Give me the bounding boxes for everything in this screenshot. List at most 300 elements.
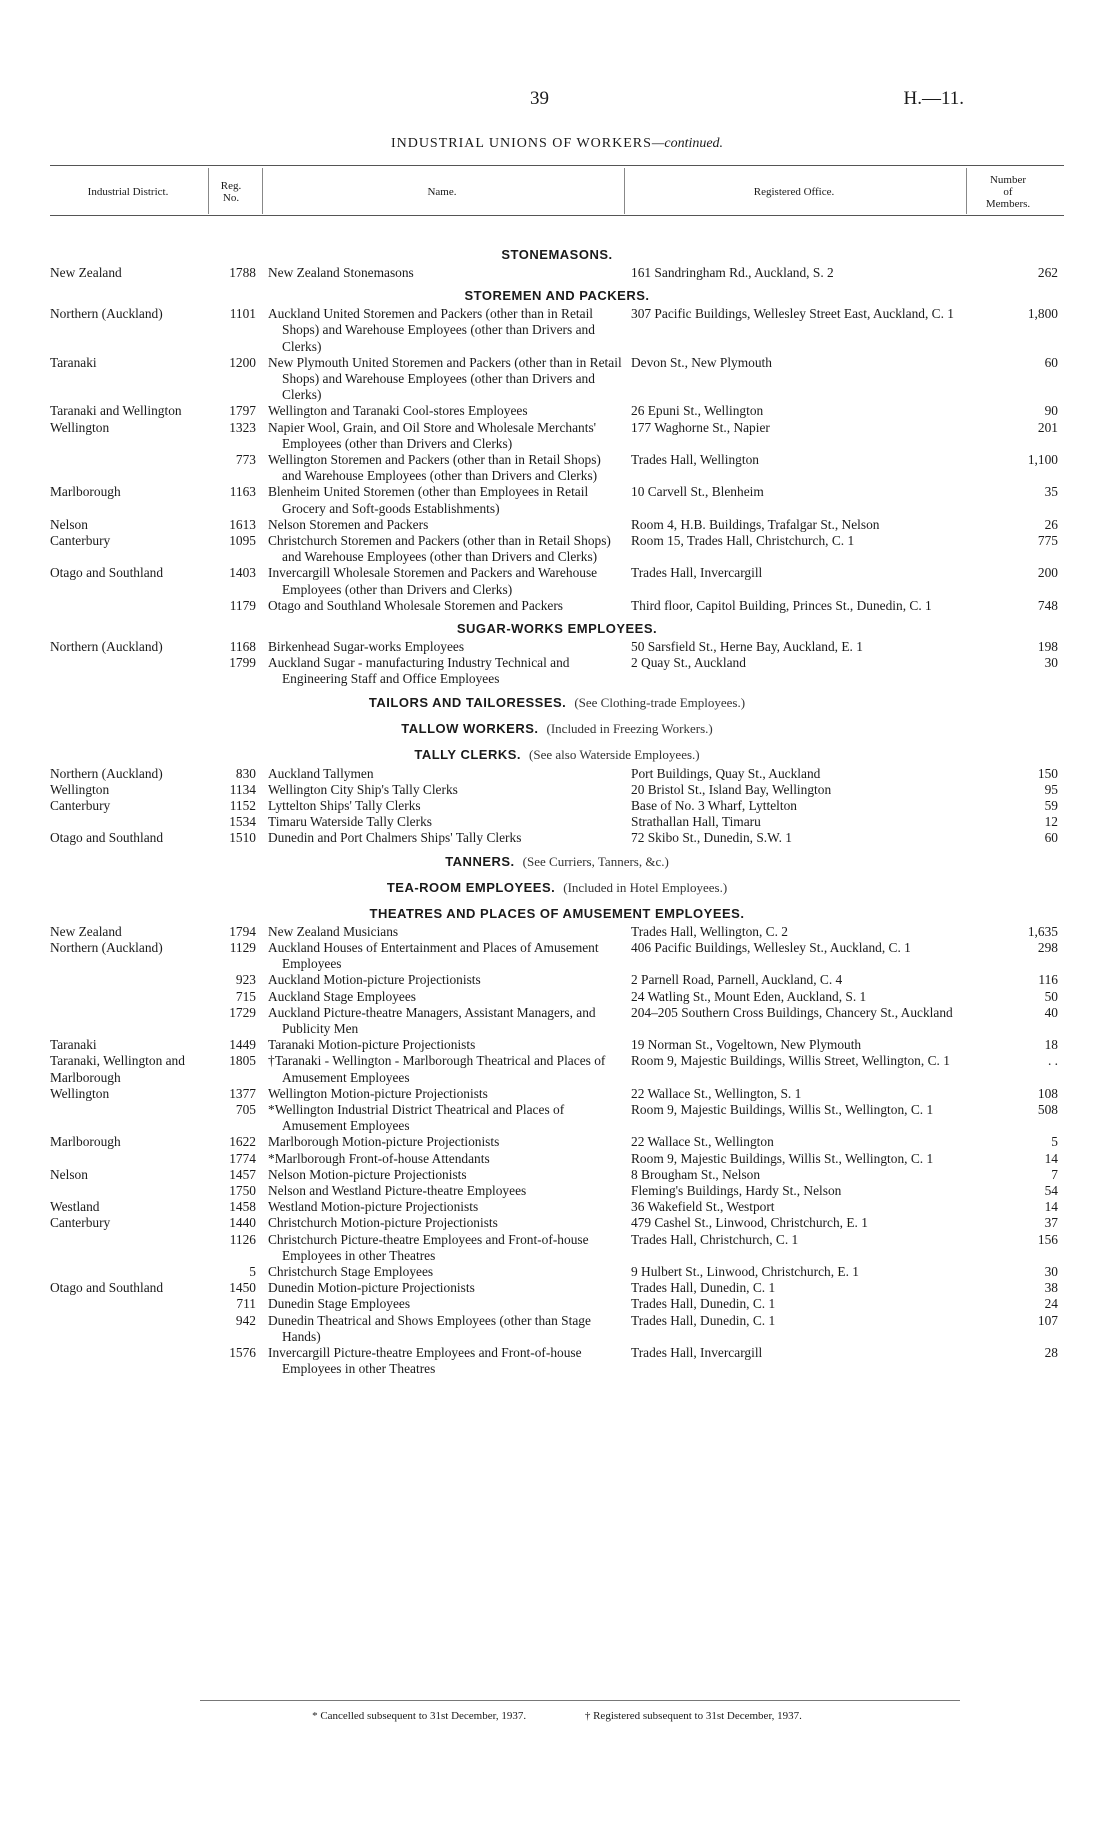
page-title-text: INDUSTRIAL UNIONS OF WORKERS	[390, 136, 652, 151]
members-cell	[967, 452, 1058, 484]
reg-number-cell-text: 715	[235, 988, 256, 1004]
union-name-cell-text: Auckland Picture-theatre Managers, Assistant Managers, and Publicity Men	[268, 1004, 596, 1036]
registered-office-cell-text: Devon St., New Plymouth	[631, 354, 772, 370]
union-name-cell	[268, 1151, 631, 1167]
table-row	[50, 1086, 1064, 1102]
members-cell	[967, 1264, 1058, 1280]
table-row	[50, 420, 1064, 452]
district-cell	[50, 798, 206, 814]
members-cell	[967, 1345, 1058, 1377]
reg-number-cell-text: 1168	[229, 639, 256, 655]
registered-office-cell	[631, 403, 967, 419]
table-row	[50, 1264, 1064, 1280]
table-row	[50, 1102, 1064, 1134]
members-cell	[967, 403, 1058, 419]
district-cell-text: Wellington	[50, 419, 110, 435]
union-name-cell	[268, 814, 631, 830]
union-name-cell-text: Taranaki Motion-picture Projectionists	[268, 1037, 476, 1053]
district-cell-text: Northern (Auckland)	[50, 939, 163, 955]
district-cell-text: Otago and Southland	[50, 1280, 164, 1296]
reg-number-cell-text: 1440	[229, 1215, 256, 1231]
reg-number-cell-text: 1797	[229, 403, 256, 419]
registered-office-cell-text: 20 Bristol St., Island Bay, Wellington	[631, 781, 832, 797]
registered-office-cell-text: Trades Hall, Invercargill	[631, 1344, 763, 1360]
reg-number-cell	[206, 798, 268, 814]
page-header	[0, 88, 1114, 112]
district-cell-text: Nelson	[50, 1166, 88, 1182]
reg-number-cell	[206, 1037, 268, 1053]
section-title: STOREMEN AND PACKERS.	[464, 288, 650, 304]
table-row	[50, 1345, 1064, 1377]
district-cell-text: Canterbury	[50, 533, 111, 549]
union-name-cell	[268, 1264, 631, 1280]
registered-office-cell	[631, 798, 967, 814]
page-title	[0, 136, 1114, 152]
members-cell-text: 37	[1044, 1215, 1058, 1231]
table-row	[50, 484, 1064, 516]
reg-number-cell-text: 1450	[229, 1280, 256, 1296]
district-cell	[50, 814, 206, 830]
section-title: TALLOW WORKERS.	[401, 720, 539, 736]
district-cell	[50, 830, 206, 846]
table-row	[50, 830, 1064, 846]
registered-office-cell-text: 406 Pacific Buildings, Wellesley St., Auckland, C. 1	[631, 939, 911, 955]
registered-office-cell	[631, 1183, 967, 1199]
union-name-cell	[268, 1280, 631, 1296]
members-cell-text: 107	[1037, 1312, 1058, 1328]
reg-number-cell-text: 1377	[229, 1085, 256, 1101]
union-name-cell-text: Christchurch Picture-theatre Employees and Front-of-house Employees in other Theatres	[268, 1231, 589, 1263]
members-cell	[967, 598, 1058, 614]
union-name-cell	[268, 1313, 631, 1345]
footnote-rule	[200, 1700, 960, 1701]
members-cell	[967, 1232, 1058, 1264]
section-heading	[50, 688, 1064, 714]
district-cell-text: Canterbury	[50, 798, 111, 814]
members-cell-text: 60	[1044, 830, 1058, 846]
registered-office-cell	[631, 517, 967, 533]
registered-office-cell	[631, 1037, 967, 1053]
registered-office-cell-text: Room 15, Trades Hall, Christchurch, C. 1	[631, 533, 855, 549]
reg-number-cell	[206, 972, 268, 988]
reg-number-cell	[206, 1232, 268, 1264]
members-cell-text: 26	[1044, 516, 1058, 532]
union-name-cell	[268, 484, 631, 516]
registered-office-cell	[631, 1215, 967, 1231]
registered-office-cell-text: 307 Pacific Buildings, Wellesley Street East, Auckland, C. 1	[631, 306, 954, 322]
column-separator	[966, 168, 967, 214]
district-cell	[50, 1296, 206, 1312]
reg-number-cell-text: 1794	[229, 923, 256, 939]
registered-office-cell	[631, 1313, 967, 1345]
section-title: TAILORS AND TAILORESSES.	[368, 694, 567, 710]
district-cell	[50, 1037, 206, 1053]
reg-number-cell	[206, 766, 268, 782]
reg-number-cell	[206, 533, 268, 565]
section-heading	[50, 281, 1064, 306]
district-cell	[50, 265, 206, 281]
members-cell	[967, 639, 1058, 655]
registered-office-cell-text: Fleming's Buildings, Hardy St., Nelson	[631, 1182, 842, 1198]
union-name-cell	[268, 306, 631, 355]
union-name-cell-text: New Plymouth United Storemen and Packers (other than in Retail Shops) and Warehouse Employees (other than Drivers and Clerks)	[268, 354, 622, 403]
section-heading	[50, 899, 1064, 924]
reg-number-cell	[206, 1167, 268, 1183]
registered-office-cell-text: 479 Cashel St., Linwood, Christchurch, E. 1	[631, 1215, 868, 1231]
column-separator	[208, 168, 209, 214]
members-cell-text: 748	[1037, 597, 1058, 613]
registered-office-cell-text: Trades Hall, Dunedin, C. 1	[631, 1312, 776, 1328]
members-cell	[967, 655, 1058, 687]
reg-number-cell	[206, 1313, 268, 1345]
union-name-cell	[268, 924, 631, 940]
reg-number-cell	[206, 452, 268, 484]
registered-office-cell	[631, 814, 967, 830]
reg-number-cell-text: 1458	[229, 1199, 256, 1215]
column-separator	[624, 168, 625, 214]
reg-number-cell	[206, 598, 268, 614]
union-name-cell	[268, 798, 631, 814]
union-name-cell	[268, 1086, 631, 1102]
reg-number-cell-text: 711	[236, 1296, 256, 1312]
registered-office-cell-text: 22 Wallace St., Wellington	[631, 1134, 774, 1150]
members-cell-text: 7	[1051, 1166, 1058, 1182]
members-cell	[967, 798, 1058, 814]
district-cell	[50, 1053, 206, 1085]
members-cell	[967, 1313, 1058, 1345]
reg-number-cell-text: 1799	[229, 655, 256, 671]
table-row	[50, 924, 1064, 940]
reg-number-cell-text: 705	[235, 1101, 256, 1117]
union-name-cell	[268, 1167, 631, 1183]
footnote-cancelled: * Cancelled subsequent to 31st December, 1937.	[312, 1710, 527, 1722]
reg-number-cell	[206, 403, 268, 419]
members-cell	[967, 265, 1058, 281]
registered-office-cell	[631, 639, 967, 655]
members-cell-text: 1,635	[1027, 923, 1058, 939]
district-cell-text: Northern (Auckland)	[50, 306, 163, 322]
members-cell	[967, 1167, 1058, 1183]
district-cell-text: Marlborough	[50, 484, 121, 500]
union-name-cell-text: Wellington Motion-picture Projectionists	[268, 1085, 488, 1101]
union-name-cell-text: New Zealand Stonemasons	[268, 265, 414, 280]
union-name-cell-text: Nelson and Westland Picture-theatre Employees	[268, 1182, 527, 1198]
reg-number-cell-text: 1129	[229, 939, 256, 955]
members-cell-text: 201	[1037, 419, 1058, 435]
registered-office-cell-text: Trades Hall, Invercargill	[631, 565, 763, 581]
reg-number-cell-text: 1163	[229, 484, 256, 500]
unions-table	[50, 240, 1064, 1377]
registered-office-cell-text: 204–205 Southern Cross Buildings, Chancery St., Auckland	[631, 1004, 953, 1020]
members-cell-text: 14	[1044, 1199, 1058, 1215]
reg-number-cell	[206, 1102, 268, 1134]
district-cell-text: Westland	[50, 1199, 100, 1215]
district-cell	[50, 782, 206, 798]
registered-office-cell-text: Strathallan Hall, Timaru	[631, 814, 761, 830]
members-cell	[967, 1053, 1058, 1085]
footnote-registered: † Registered subsequent to 31st December, 1937.	[584, 1710, 802, 1722]
reg-number-cell-text: 1613	[229, 516, 256, 532]
members-cell-text: 18	[1044, 1037, 1058, 1053]
union-name-cell	[268, 1215, 631, 1231]
members-cell	[967, 1086, 1058, 1102]
registered-office-cell	[631, 420, 967, 452]
district-cell	[50, 989, 206, 1005]
union-name-cell-text: Marlborough Motion-picture Projectionists	[268, 1134, 500, 1150]
union-name-cell	[268, 565, 631, 597]
district-cell-text: Canterbury	[50, 1215, 111, 1231]
members-cell-text: 775	[1037, 533, 1058, 549]
registered-office-cell	[631, 1134, 967, 1150]
registered-office-cell	[631, 1167, 967, 1183]
table-row	[50, 1313, 1064, 1345]
reg-number-cell-text: 1200	[229, 354, 256, 370]
district-cell-text: Wellington	[50, 1085, 110, 1101]
registered-office-cell	[631, 972, 967, 988]
district-cell	[50, 1313, 206, 1345]
registered-office-cell	[631, 484, 967, 516]
union-name-cell-text: Nelson Storemen and Packers	[268, 516, 429, 532]
registered-office-cell-text: 8 Brougham St., Nelson	[631, 1166, 761, 1182]
registered-office-cell-text: Trades Hall, Wellington	[631, 452, 759, 468]
section-note: (See Clothing-trade Employees.)	[574, 694, 746, 710]
reg-number-cell	[206, 814, 268, 830]
union-name-cell-text: Timaru Waterside Tally Clerks	[268, 814, 432, 830]
district-cell	[50, 1086, 206, 1102]
members-cell-text: 150	[1037, 765, 1058, 781]
members-cell	[967, 1183, 1058, 1199]
registered-office-cell-text: 26 Epuni St., Wellington	[631, 403, 764, 419]
members-cell-text: 1,800	[1027, 306, 1058, 322]
union-name-cell	[268, 1134, 631, 1150]
registered-office-cell	[631, 924, 967, 940]
union-name-cell-text: Westland Motion-picture Projectionists	[268, 1199, 479, 1215]
union-name-cell-text: Dunedin Stage Employees	[268, 1296, 411, 1312]
reg-number-cell	[206, 1264, 268, 1280]
registered-office-cell	[631, 1296, 967, 1312]
district-cell	[50, 1232, 206, 1264]
members-cell-text: 156	[1037, 1231, 1058, 1247]
registered-office-cell-text: Room 9, Majestic Buildings, Willis Street, Wellington, C. 1	[631, 1053, 950, 1069]
members-cell	[967, 533, 1058, 565]
section-heading	[50, 740, 1064, 766]
union-name-cell	[268, 940, 631, 972]
registered-office-cell-text: Room 9, Majestic Buildings, Willis St., Wellington, C. 1	[631, 1150, 934, 1166]
column-header-members-line1: Number	[989, 174, 1027, 186]
union-name-cell	[268, 972, 631, 988]
section-title: THEATRES AND PLACES OF AMUSEMENT EMPLOYEES.	[369, 905, 745, 921]
column-header-members-line3: Members.	[985, 198, 1031, 210]
registered-office-cell	[631, 1345, 967, 1377]
registered-office-cell-text: Room 4, H.B. Buildings, Trafalgar St., Nelson	[631, 516, 880, 532]
union-name-cell	[268, 355, 631, 404]
reg-number-cell-text: 1774	[229, 1150, 256, 1166]
union-name-cell-text: Dunedin and Port Chalmers Ships' Tally Clerks	[268, 830, 522, 846]
union-name-cell	[268, 989, 631, 1005]
reg-number-cell-text: 1323	[229, 419, 256, 435]
table-row	[50, 1296, 1064, 1312]
union-name-cell	[268, 655, 631, 687]
registered-office-cell	[631, 1102, 967, 1134]
table-row	[50, 306, 1064, 355]
union-name-cell-text: Auckland Sugar - manufacturing Industry Technical and Engineering Staff and Office Employees	[268, 655, 570, 687]
reg-number-cell-text: 1576	[229, 1344, 256, 1360]
members-cell-text: 90	[1044, 403, 1058, 419]
section-heading	[50, 714, 1064, 740]
column-header-office: Registered Office.	[753, 186, 835, 198]
table-row	[50, 355, 1064, 404]
district-cell-text: Taranaki	[50, 354, 97, 370]
union-name-cell-text: Dunedin Theatrical and Shows Employees (other than Stage Hands)	[268, 1312, 591, 1344]
union-name-cell	[268, 1183, 631, 1199]
members-cell	[967, 924, 1058, 940]
district-cell	[50, 533, 206, 565]
union-name-cell-text: Auckland Motion-picture Projectionists	[268, 972, 481, 988]
members-cell-text: 200	[1037, 565, 1058, 581]
district-cell	[50, 1280, 206, 1296]
table-row	[50, 639, 1064, 655]
union-name-cell	[268, 1037, 631, 1053]
reg-number-cell-text: 1095	[229, 533, 256, 549]
page-title-continued: —continued.	[651, 136, 724, 151]
union-name-cell	[268, 452, 631, 484]
district-cell	[50, 484, 206, 516]
table-row	[50, 1232, 1064, 1264]
section-note: (See Curriers, Tanners, &c.)	[522, 853, 669, 869]
union-name-cell-text: *Marlborough Front-of-house Attendants	[268, 1150, 490, 1166]
district-cell-text: Otago and Southland	[50, 830, 164, 846]
union-name-cell-text: Otago and Southland Wholesale Storemen and Packers	[268, 597, 564, 613]
district-cell-text: New Zealand	[50, 923, 122, 939]
members-cell-text: 30	[1044, 655, 1058, 671]
reg-number-cell	[206, 830, 268, 846]
members-cell	[967, 940, 1058, 972]
union-name-cell	[268, 830, 631, 846]
district-cell	[50, 598, 206, 614]
page-number: 39	[530, 88, 549, 109]
members-cell-text: . .	[1047, 1053, 1058, 1069]
registered-office-cell	[631, 766, 967, 782]
registered-office-cell	[631, 1005, 967, 1037]
table-row	[50, 517, 1064, 533]
members-cell	[967, 989, 1058, 1005]
district-cell	[50, 517, 206, 533]
union-name-cell	[268, 1296, 631, 1312]
table-row	[50, 798, 1064, 814]
registered-office-cell-text: 2 Parnell Road, Parnell, Auckland, C. 4	[631, 972, 843, 988]
union-name-cell-text: New Zealand Musicians	[268, 923, 399, 939]
members-cell-text: 5	[1051, 1134, 1058, 1150]
reg-number-cell	[206, 1345, 268, 1377]
registered-office-cell	[631, 533, 967, 565]
members-cell-text: 59	[1044, 798, 1058, 814]
union-name-cell-text: Auckland Houses of Entertainment and Places of Amusement Employees	[268, 939, 599, 972]
union-name-cell-text: Birkenhead Sugar-works Employees	[268, 639, 465, 655]
header-bottom-rule	[50, 215, 1064, 216]
registered-office-cell	[631, 940, 967, 972]
union-name-cell	[268, 766, 631, 782]
footnotes	[0, 1710, 1114, 1722]
reg-number-cell	[206, 1199, 268, 1215]
table-row	[50, 403, 1064, 419]
members-cell-text: 38	[1044, 1280, 1058, 1296]
district-cell	[50, 1264, 206, 1280]
registered-office-cell-text: 177 Waghorne St., Napier	[631, 419, 770, 435]
table-row	[50, 1280, 1064, 1296]
members-cell-text: 40	[1044, 1004, 1058, 1020]
registered-office-cell	[631, 1086, 967, 1102]
members-cell	[967, 1296, 1058, 1312]
registered-office-cell	[631, 989, 967, 1005]
table-row	[50, 1199, 1064, 1215]
reg-number-cell	[206, 306, 268, 355]
members-cell	[967, 355, 1058, 404]
members-cell-text: 60	[1044, 354, 1058, 370]
reg-number-cell-text: 1152	[229, 798, 256, 814]
column-header-members	[968, 174, 1048, 210]
reg-number-cell-text: 1788	[229, 265, 256, 280]
table-row	[50, 1037, 1064, 1053]
district-cell-text: Northern (Auckland)	[50, 765, 163, 781]
column-header-reg-line2: No.	[222, 192, 240, 204]
reg-number-cell	[206, 517, 268, 533]
registered-office-cell-text: 19 Norman St., Vogeltown, New Plymouth	[631, 1037, 862, 1053]
district-cell	[50, 1215, 206, 1231]
district-cell	[50, 420, 206, 452]
registered-office-cell-text: Trades Hall, Dunedin, C. 1	[631, 1296, 776, 1312]
reg-number-cell	[206, 1086, 268, 1102]
district-cell	[50, 1345, 206, 1377]
members-cell-text: 198	[1037, 639, 1058, 655]
table-row	[50, 533, 1064, 565]
table-row	[50, 989, 1064, 1005]
members-cell-text: 1,100	[1027, 452, 1058, 468]
members-cell-text: 24	[1044, 1296, 1058, 1312]
district-cell	[50, 1151, 206, 1167]
union-name-cell-text: Wellington City Ship's Tally Clerks	[268, 781, 458, 797]
union-name-cell-text: Christchurch Storemen and Packers (other than in Retail Shops) and Warehouse Employees (other than Drivers and Clerks)	[268, 533, 611, 565]
reg-number-cell	[206, 484, 268, 516]
members-cell	[967, 565, 1058, 597]
table-row	[50, 265, 1064, 281]
members-cell-text: 116	[1038, 972, 1058, 988]
reg-number-cell-text: 942	[235, 1312, 256, 1328]
registered-office-cell-text: 9 Hulbert St., Linwood, Christchurch, E. 1	[631, 1263, 859, 1279]
union-name-cell-text: Auckland Tallymen	[268, 765, 374, 781]
registered-office-cell-text: 36 Wakefield St., Westport	[631, 1199, 775, 1215]
district-cell	[50, 1183, 206, 1199]
members-cell	[967, 1134, 1058, 1150]
district-cell-text: Marlborough	[50, 1134, 121, 1150]
members-cell-text: 28	[1044, 1344, 1058, 1360]
union-name-cell	[268, 1053, 631, 1085]
registered-office-cell-text: Trades Hall, Christchurch, C. 1	[631, 1231, 799, 1247]
members-cell	[967, 814, 1058, 830]
district-cell	[50, 452, 206, 484]
union-name-cell	[268, 517, 631, 533]
registered-office-cell-text: 50 Sarsfield St., Herne Bay, Auckland, E. 1	[631, 639, 863, 655]
union-name-cell	[268, 598, 631, 614]
union-name-cell	[268, 1102, 631, 1134]
members-cell-text: 50	[1044, 988, 1058, 1004]
members-cell-text: 108	[1037, 1085, 1058, 1101]
members-cell	[967, 782, 1058, 798]
members-cell-text: 35	[1044, 484, 1058, 500]
registered-office-cell-text: 22 Wallace St., Wellington, S. 1	[631, 1085, 802, 1101]
members-cell	[967, 517, 1058, 533]
union-name-cell-text: Christchurch Stage Employees	[268, 1263, 434, 1279]
members-cell	[967, 766, 1058, 782]
